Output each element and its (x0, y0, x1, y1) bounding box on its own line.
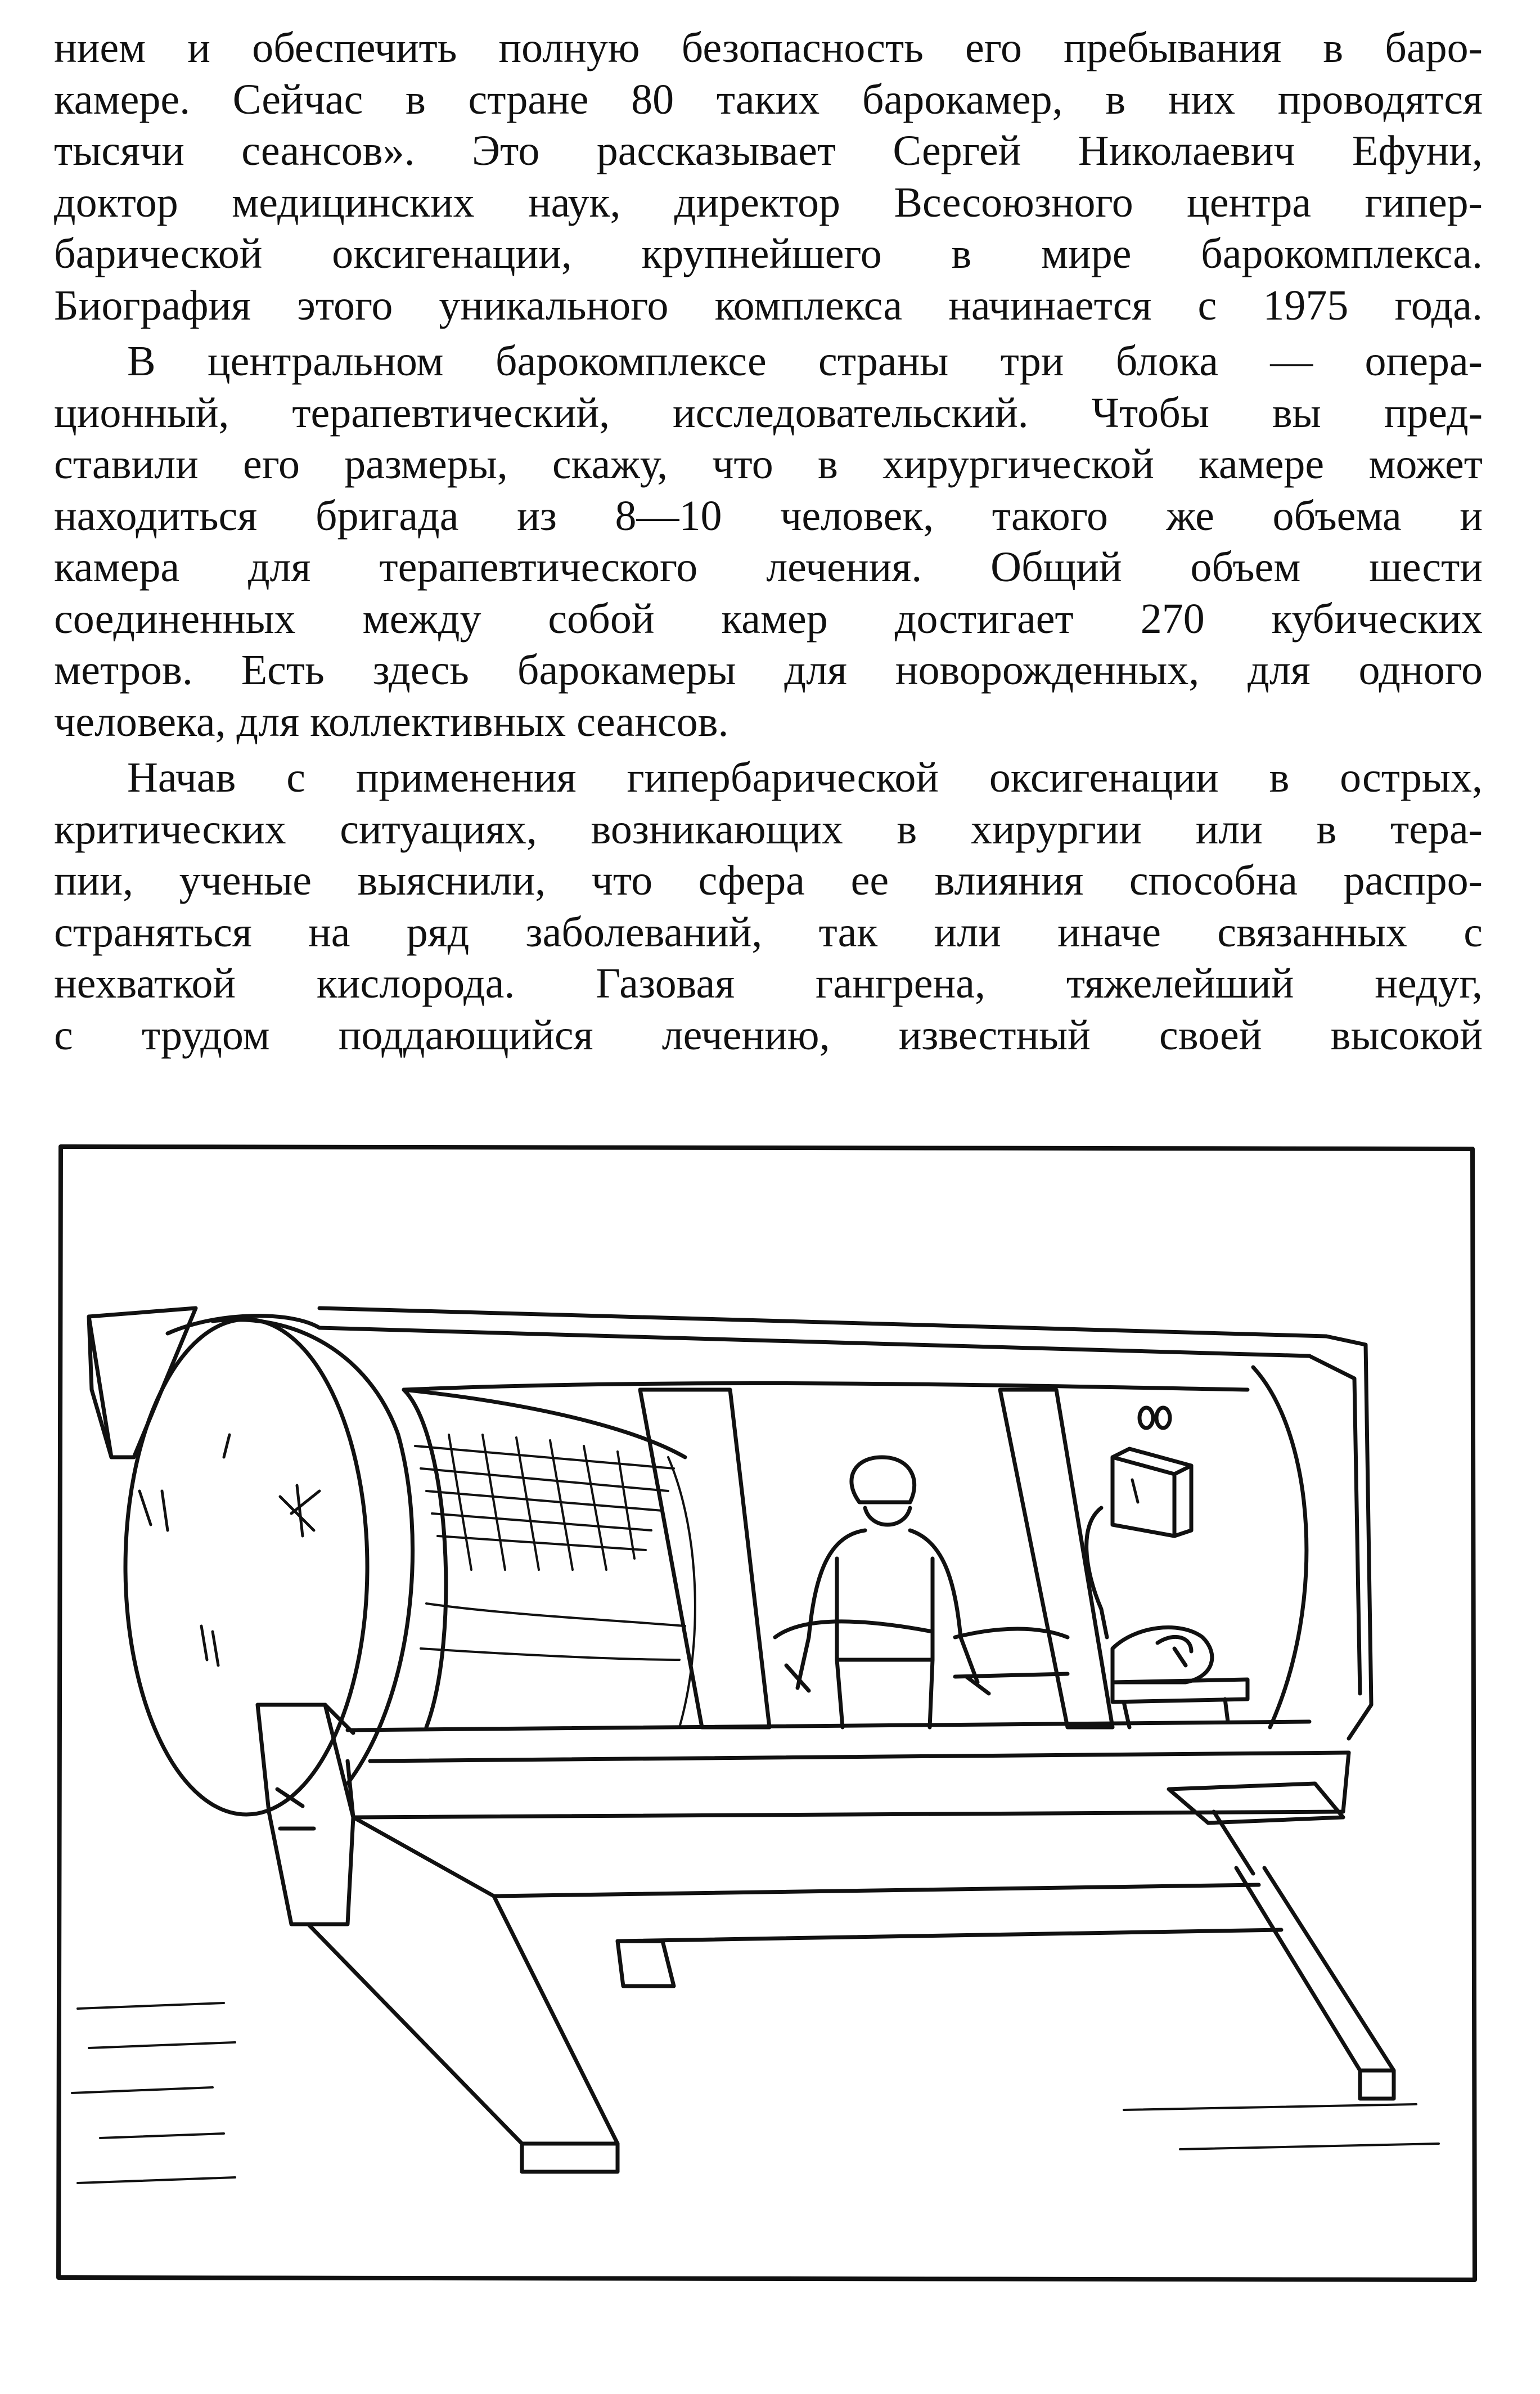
body-text (54, 23, 1483, 1061)
text-line: соединенных между собой камер достигает 270 кубических (54, 595, 1483, 643)
text-line: страняться на ряд заболеваний, так или иначе связанных с (54, 908, 1483, 956)
text-line: В центральном барокомплексе страны три блока — опера- (127, 338, 1483, 385)
paragraph-3 (54, 752, 1483, 1061)
illustration-svg (55, 1142, 1478, 2284)
chamber-mesh (415, 1435, 695, 1727)
text-line: Биография этого уникального комплекса начинается с 1975 года. (54, 281, 1483, 329)
wall-device (1087, 1408, 1191, 1637)
hyperbaric-chamber-illustration (55, 1142, 1478, 2284)
paragraph-2 (54, 336, 1483, 748)
text-line: Начав с применения гипербарической оксигенации в острых, (127, 754, 1483, 801)
text-line: барической оксигенации, крупнейшего в мире барокомплекса. (54, 230, 1483, 277)
floor-hatching (72, 2003, 1439, 2183)
text-line: доктор медицинских наук, директор Всесоюзного центра гипер- (54, 178, 1483, 226)
text-line: ционный, терапевтический, исследовательский. Чтобы вы пред- (54, 389, 1483, 437)
text-line: нехваткой кислорода. Газовая гангрена, тяжелейший недуг, (54, 960, 1483, 1007)
text-line: находиться бригада из 8—10 человек, такого же объема и (54, 492, 1483, 540)
text-line: тысячи сеансов». Это рассказывает Сергей Николаевич Ефуни, (54, 127, 1483, 174)
doctor-figure (786, 1457, 989, 1727)
text-line: человека, для коллективных сеансов. (54, 698, 729, 745)
text-line: ставили его размеры, скажу, что в хирургической камере может (54, 441, 1483, 488)
text-line: критических ситуациях, возникающих в хирургии или в тера- (54, 805, 1483, 853)
text-line: нием и обеспечить полную безопасность его пребывания в баро- (54, 24, 1483, 71)
text-line: метров. Есть здесь барокамеры для новорожденных, для одного (54, 646, 1483, 694)
window-pillar (640, 1390, 1113, 1727)
chamber-body (319, 1308, 1371, 1761)
text-line: камере. Сейчас в стране 80 таких барокамер, в них проводятся (54, 75, 1483, 123)
patient-bed (775, 1622, 1248, 1727)
text-line: пии, ученые выяснили, что сфера ее влияния способна распро- (54, 857, 1483, 904)
paragraph-1 (54, 23, 1483, 331)
text-line: с трудом поддающийся лечению, известный своей высокой (54, 1011, 1483, 1059)
chamber-door (125, 1316, 413, 1814)
text-line: камера для терапевтического лечения. Общий объем шести (54, 544, 1483, 591)
chamber-base (258, 1705, 1394, 2172)
